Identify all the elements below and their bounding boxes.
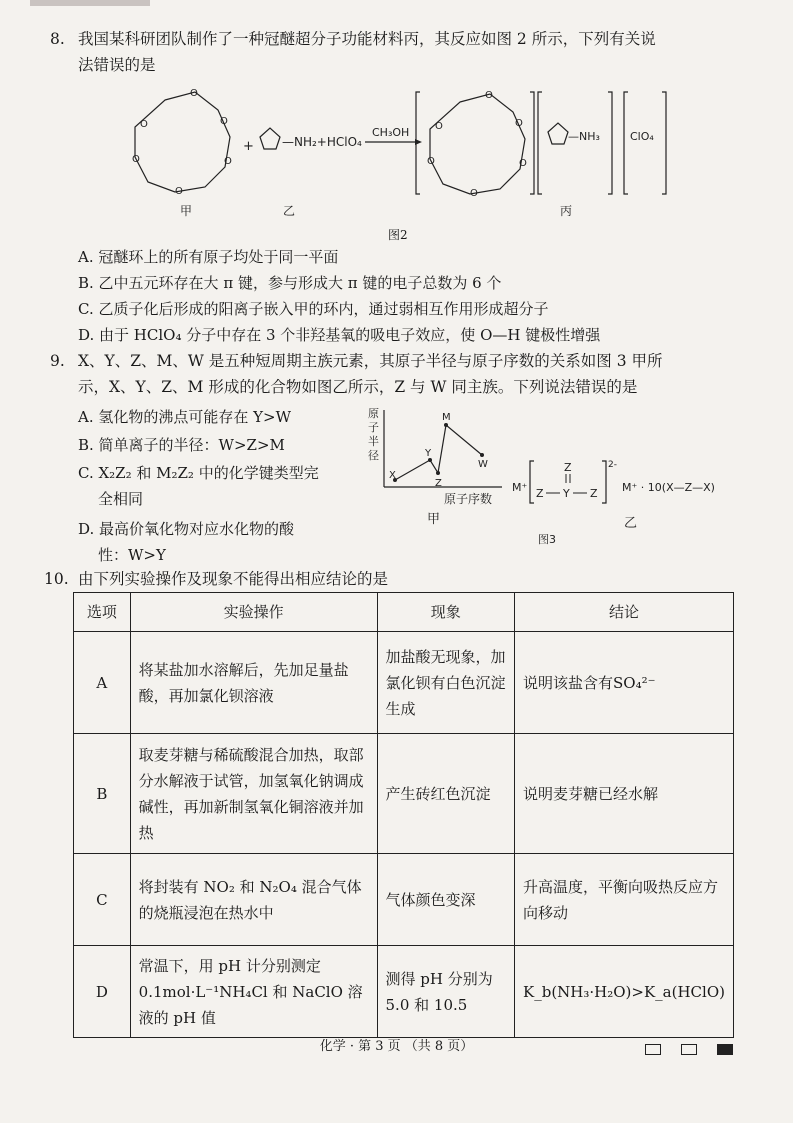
center-atom: Y [563,487,570,500]
q9-option-a: A. 氢化物的沸点可能存在 Y>W [78,408,292,426]
q9-option-c-line1: C. X₂Z₂ 和 M₂Z₂ 中的化学键类型完 [78,464,319,482]
point-x: X [389,470,396,481]
svg-text:O: O [220,116,228,127]
label-yi: 乙 [624,516,638,531]
row-phenomenon: 产生砖红色沉淀 [377,734,515,854]
question-stem: 由下列实验操作及现象不能得出相应结论的是 [78,570,389,588]
point-w: W [478,459,488,470]
product-bing [416,92,666,194]
row-conclusion: 说明该盐含有SO₄²⁻ [515,632,734,734]
question-stem-line1: 我国某科研团队制作了一种冠醚超分子功能材料丙，其反应如图 2 所示，下列有关说 [78,30,656,48]
label-bing: 丙 [560,204,573,218]
table-row [74,946,734,1038]
row-operation: 将某盐加水溶解后，先加足量盐酸，再加氯化钡溶液 [130,632,377,734]
q9-option-d-line1: D. 最高价氧化物对应水化物的酸 [78,520,295,538]
svg-text:+: + [243,139,254,154]
left-cation: M⁺ [512,481,528,494]
row-phenomenon: 加盐酸无现象，加氯化钡有白色沉淀生成 [377,632,515,734]
charge: 2- [608,460,617,470]
question-number: 9. [50,352,65,370]
table-row [74,854,734,946]
q9-option-c-line2: 全相同 [98,490,144,508]
top-atom: Z [564,461,572,474]
row-conclusion: 升高温度，平衡向吸热反应方向移动 [515,854,734,946]
row-operation: 将封装有 NO₂ 和 N₂O₄ 混合气体的烧瓶浸泡在热水中 [130,854,377,946]
label-jia: 甲 [427,512,441,527]
row-operation: 取麦芽糖与稀硫酸混合加热，取部分水解液于试管，加氢氧化钠调成碱性，再加新制氢氧化铜溶液并加热 [130,734,377,854]
left-atom: Z [536,487,544,500]
figure-3 [362,405,742,545]
page-marker-boxes [645,1040,753,1059]
row-option: D [74,946,131,1038]
reagent-text: —NH₂+HClO₄ [282,135,362,149]
crown-ether-jia [135,92,230,192]
experiment-table [73,592,734,1038]
svg-text:O: O [515,118,523,129]
label-jia: 甲 [180,204,193,218]
marker-box [681,1044,697,1055]
row-option: C [74,854,131,946]
svg-text:O: O [485,90,493,101]
question-number: 8. [50,30,65,48]
header-phenomenon: 现象 [377,593,515,632]
marker-box [645,1044,661,1055]
xlabel: 原子序数 [444,492,493,506]
right-part: M⁺ · 10(X—Z—X) [622,481,715,494]
figure-3-jia-plot [368,407,502,527]
question-stem-line2: 法错误的是 [78,56,156,74]
question-stem-line1: X、Y、Z、M、W 是五种短周期主族元素，其原子半径与原子序数的关系如图 3 甲所 [78,352,663,370]
svg-text:O: O [132,154,140,165]
anion-label: ClO₄ [630,130,654,143]
ylabel-char: 半 [368,435,379,448]
question-9 [50,348,748,400]
product-group: —NH₃ [568,130,600,143]
scan-artifact [30,0,150,6]
figure-3-yi-compound [512,460,715,531]
svg-text:O: O [190,88,198,99]
solvent-label: CH₃OH [372,126,410,139]
question-stem-line2: 示，X、Y、Z、M 形成的化合物如图乙所示，Z 与 W 同主族。下列说法错误的是 [78,378,638,396]
right-atom: Z [590,487,598,500]
figure-2-caption: 图2 [388,228,408,242]
row-conclusion: K_b(NH₃·H₂O)>K_a(HClO) [515,946,734,1038]
question-10 [44,566,748,592]
page-footer: 化学 · 第 3 页 （共 8 页） [319,1039,474,1054]
question-number: 10. [44,570,69,588]
figure-3-caption: 图3 [538,533,556,545]
svg-text:O: O [470,188,478,199]
table-row [74,632,734,734]
q8-option-a: A. 冠醚环上的所有原子均处于同一平面 [78,248,339,266]
row-option: B [74,734,131,854]
svg-text:O: O [427,156,435,167]
marker-box-filled [717,1044,733,1055]
q8-option-b: B. 乙中五元环存在大 π 键，参与形成大 π 键的电子总数为 6 个 [78,274,502,292]
svg-text:O: O [224,156,232,167]
q9-option-d-line2: 性：W>Y [98,546,166,564]
header-option: 选项 [74,593,131,632]
header-operation: 实验操作 [130,593,377,632]
point-m: M [442,412,451,423]
triazole-yi [260,128,280,149]
row-phenomenon: 测得 pH 分别为 5.0 和 10.5 [377,946,515,1038]
q9-option-b: B. 简单离子的半径：W>Z>M [78,436,285,454]
svg-text:O: O [140,119,148,130]
row-conclusion: 说明麦芽糖已经水解 [515,734,734,854]
q8-option-c: C. 乙质子化后形成的阳离子嵌入甲的环内，通过弱相互作用形成超分子 [78,300,549,318]
row-phenomenon: 气体颜色变深 [377,854,515,946]
table-header-row [74,593,734,632]
ylabel-char: 子 [368,421,379,434]
point-y: Y [425,448,432,459]
svg-text:O: O [435,121,443,132]
svg-text:O: O [519,158,527,169]
table-row [74,734,734,854]
ylabel-char: 原 [368,407,379,420]
label-yi: 乙 [283,204,296,218]
question-8 [50,26,748,78]
row-option: A [74,632,131,734]
svg-text:O: O [175,186,183,197]
point-z: Z [435,478,442,489]
figure-2-reaction [120,82,680,227]
header-conclusion: 结论 [515,593,734,632]
ylabel-char: 径 [368,449,379,462]
row-operation: 常温下，用 pH 计分别测定 0.1mol·L⁻¹NH₄Cl 和 NaClO 溶液的 pH 值 [130,946,377,1038]
q8-option-d: D. 由于 HClO₄ 分子中存在 3 个非羟基氧的吸电子效应，使 O—H 键极性增强 [78,326,601,344]
